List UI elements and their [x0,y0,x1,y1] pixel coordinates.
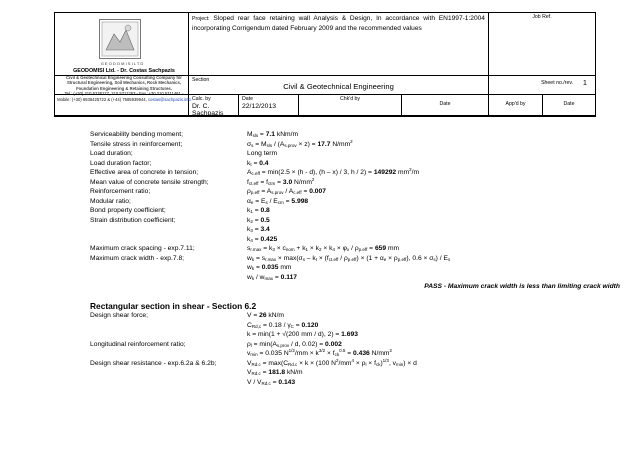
company-email[interactable]: costas@sachpazis.info [147,96,191,102]
chkd-by-label: Chk'd by [339,96,361,102]
section-label: Section [192,77,210,83]
calc-by-cell [189,95,239,115]
row-expression: Long term [247,150,278,157]
row-expression: $w_k / w_{max} = 0.117$ [247,273,298,281]
calc-row [90,149,620,159]
row-expression: $s_{r.max} = k_3 \times c_{nom} + k_1 \times k_2 \times k_4 \times \varphi_x / \rho_{p.eff} = 659$ mm [247,245,400,252]
company-contact-2: Mobile: (+30) 6936425722 & (+44) 7585939944, [57,96,147,102]
shear-row [90,349,620,359]
row-expression: $w_k = s_{r.max} \times \max(\sigma_s - k_t \times (f_{ct.eff} / \rho_{p.eff}) \times (1 + \alpha_e \times \rho_{p.eff})$, $0.6 \times \sigma_s) / E_s$ [247,254,451,262]
row-expression: $A_{c.eff} = \min(2.5 \times (h - d)$, (h – x) / 3, h / 2) = 149292 $mm^2/m$ [247,167,420,176]
calculation-body [90,130,620,387]
project-label: Project: [192,16,210,22]
sheet-value: 1 [582,78,587,87]
section-cell [189,76,489,94]
shear-row [90,340,620,350]
row-label: Reinforcement ratio; [90,188,151,195]
sheet-cell [489,76,595,94]
calc-row [90,216,620,226]
company-logo [99,19,141,59]
row-label: Design shear force; [90,312,148,319]
row-expression: $C_{Rd,c} = 0.18 / \gamma_C = 0.120$ [247,321,319,329]
row-expression: V = 26 kN/m [247,312,285,319]
row-label: Effective area of concrete in tension; [90,169,199,176]
row-label: Longitudinal reinforcement ratio; [90,340,186,348]
shear-row [90,359,620,369]
row-label: Load duration factor; [90,159,152,167]
project-text: Sloped rear face retaining wall Analysis & Design, In accordance with EN1997-1:2004 incorporating Corrigendum dated February 2009 and the recommended values [192,15,485,33]
row-expression: $\rho_{p.eff} = A_{s.prov} / A_{c.eff} = 0.007$ [247,188,326,195]
company-contact-1: Tel.: (+30) 210 5238127, 210 5711263 - Fax.:+30 210 5711461 - [64,91,184,97]
logo-area [55,13,189,75]
appd-by-label: App'd by [505,101,526,107]
row-label: Maximum crack width - exp.7.8; [90,254,185,262]
row-expression: $\rho_l = \min(A_{s.prov} / d$, 0.02) = 0.002 [247,340,342,348]
calc-row [90,168,620,178]
pass-row [90,282,620,292]
section-value: Civil & Geotechnical Engineering [283,82,394,91]
date-cell [239,95,299,115]
company-line-1: Civil & Geotechnical Engineering Consulting Company for [66,74,182,80]
chkd-date-label: Date [439,101,451,107]
row-expression: $\alpha_e = E_s / E_{cm} = 5.998$ [247,197,309,205]
calc-row [90,273,620,283]
company-line-2: Structural Engineering, Soil Mechanics, Rock Mechanics, [66,80,182,86]
sheet-label: Sheet no./rev. [541,80,573,86]
job-ref-cell [489,13,595,75]
row-expression: $k_1 = 0.8$ [247,207,270,214]
company-info [55,68,193,106]
calc-row [90,178,620,188]
shear-row [90,311,620,321]
calc-row [90,244,620,254]
calc-row [90,206,620,216]
row-label: Design shear resistance - exp.6.2a & 6.2b; [90,359,217,367]
row-expression: $V / V_{Rd.c} = 0.143$ [247,378,296,386]
calc-row [90,225,620,235]
row-expression: $v_{min} = 0.035$ $N^{1/2}/mm \times k^{3/2} \times f_{ck}^{0.5} = 0.436$ $N/mm^2$ [247,348,392,357]
row-label: Tensile stress in reinforcement; [90,140,183,148]
section-title: Rectangular section in shear - Section 6.2 [90,300,257,311]
row-label: Mean value of concrete tensile strength; [90,178,209,186]
pass-message: PASS - Maximum crack width is less than limiting crack width [424,283,620,290]
calc-row [90,197,620,207]
row-expression: $V_{Rd.c} = 181.8$ kN/m [247,369,303,376]
company-line-3: Foundation Engineering & Retaining Structures. [76,85,172,91]
row-expression: $M_{sls} = 7.1$ kNm/m [247,131,299,138]
row-expression: $\sigma_s = M_{sls} / (A_{s.prov} \times z) = 17.7$ $N/mm^2$ [247,138,353,148]
section-gap [90,292,620,302]
row-label: Load duration; [90,150,133,157]
calc-row [90,130,620,140]
shear-row [90,330,620,340]
row-expression: $V_{Rd.c} = \max(C_{Rd.c} \times k \times (100$ $N^2/mm^4 \times \rho_l \times f_{ck})^{1/3}$, $v_{min}) \times d$ [247,357,417,367]
row-label: Maximum crack spacing - exp.7.11; [90,245,195,252]
date-label: Date [242,96,253,102]
row-expression: $k_t = 0.4$ [247,159,269,167]
row-expression: $f_{ct.eff} = f_{ctm} = 3.0$ $N/mm^2$ [247,176,315,186]
row-label: Modular ratio; [90,197,131,205]
logo-caption: G E O D O M I S I L T D [100,61,144,66]
row-expression: $k_4 = 0.425$ [247,235,278,243]
company-name: GEODOMISI Ltd. - Dr. Costas Sachpazis [73,68,175,74]
row-expression: $k_2 = 0.5$ [247,216,270,224]
row-expression: k = min(1 + √(200 mm / d), 2) = 1.693 [247,331,358,338]
row-label: Bond property coefficient; [90,207,166,214]
date-value: 22/12/2013 [242,103,277,110]
shear-row [90,321,620,331]
job-ref-label: Job Ref. [532,14,552,20]
shear-row [90,378,620,388]
row-expression: $k_3 = 3.4$ [247,226,270,233]
calc-row [90,159,620,169]
appd-date-label: Date [563,101,575,107]
calc-row [90,140,620,150]
calc-row [90,254,620,264]
project-cell [189,13,489,75]
chkd-by-cell [299,95,402,115]
calc-row [90,263,620,273]
row-label: Strain distribution coefficient; [90,216,176,224]
calc-by-value: Dr. C. Sachpazis [192,103,224,117]
row-label: Serviceability bending moment; [90,131,183,138]
calc-row [90,187,620,197]
chkd-date-cell [402,95,489,115]
appd-date-cell [543,95,595,115]
title-block [54,12,596,117]
calc-row [90,235,620,245]
calc-by-label: Calc. by [192,96,211,102]
shear-row [90,368,620,378]
appd-by-cell [489,95,543,115]
row-expression: $w_k = 0.035$ mm [247,264,292,271]
